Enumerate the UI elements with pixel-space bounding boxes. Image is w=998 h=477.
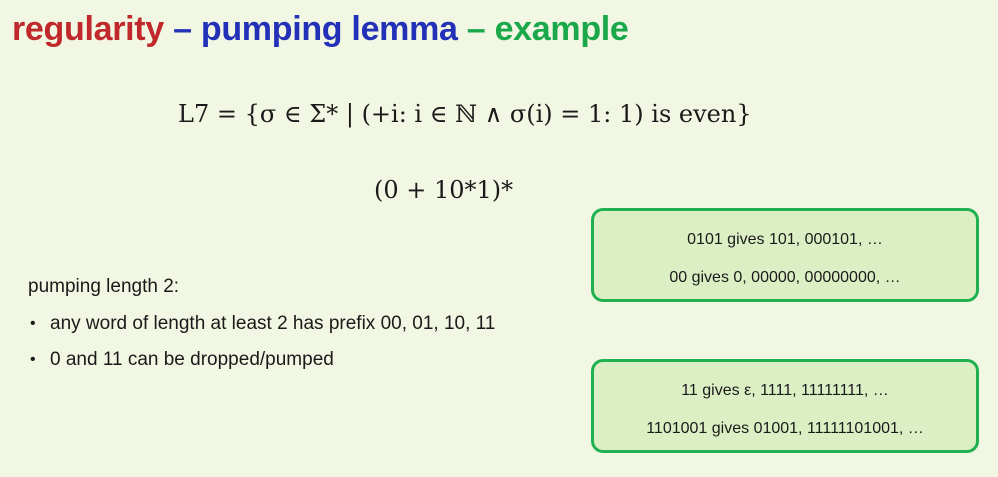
- example-box-top: [591, 208, 979, 302]
- example-box-top-line-1: 0101 gives 101, 000101, …: [687, 231, 883, 248]
- example-box-bottom: [591, 359, 979, 453]
- language-definition-formula: L7 = {σ ∈ Σ* | (+i: i ∈ ℕ ∧ σ(i) = 1: 1) is even}: [178, 100, 752, 128]
- example-box-bottom-line-2: 1101001 gives 01001, 11111101001, …: [646, 420, 924, 437]
- pumping-length-label: pumping length 2:: [28, 276, 180, 297]
- bullet-item: [28, 346, 495, 382]
- title-separator-2: –: [457, 10, 495, 48]
- slide-title: [12, 10, 629, 49]
- bullet-icon: •: [30, 315, 36, 332]
- regular-expression-formula: (0 + 10*1)*: [374, 176, 514, 204]
- bullet-list: [28, 310, 495, 382]
- title-regularity: regularity: [12, 10, 164, 48]
- title-separator-1: –: [163, 10, 201, 48]
- example-box-top-line-2: 00 gives 0, 00000, 00000000, …: [669, 269, 901, 286]
- bullet-text: any word of length at least 2 has prefix 00, 01, 10, 11: [50, 313, 496, 334]
- bullet-icon: •: [30, 351, 36, 368]
- example-box-bottom-line-1: 11 gives ε, 1111, 11111111, …: [681, 382, 889, 399]
- title-example: example: [494, 10, 629, 48]
- bullet-text: 0 and 11 can be dropped/pumped: [50, 349, 334, 370]
- title-pumping-lemma: pumping lemma: [200, 10, 458, 48]
- bullet-item: [28, 310, 495, 346]
